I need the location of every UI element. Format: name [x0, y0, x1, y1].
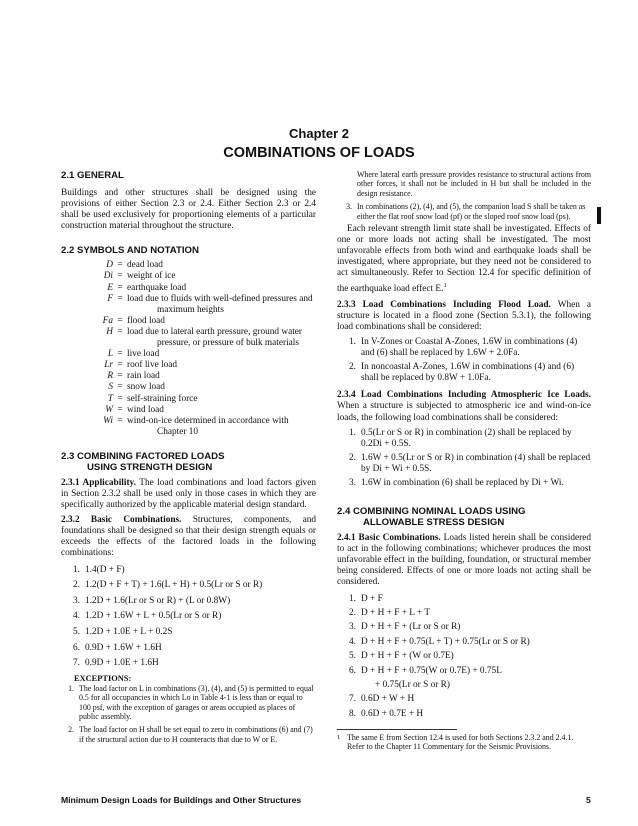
symbol-definition: rain load — [127, 371, 160, 382]
asd-combination — [337, 694, 591, 705]
footnote-rule — [337, 729, 457, 730]
symbol-key: W — [105, 404, 113, 415]
symbol-list — [61, 260, 316, 438]
section-2-3-4-paragraph — [337, 390, 591, 423]
strength-combination — [61, 643, 316, 654]
exceptions-list — [61, 684, 316, 744]
symbol-key: Lr — [104, 360, 113, 371]
footnote — [337, 733, 591, 752]
exceptions-label: EXCEPTIONS: — [74, 673, 132, 683]
strength-combination-text: 0.9D + 1.0E + 1.6H — [85, 658, 159, 669]
equals-sign: = — [117, 282, 123, 293]
symbol-definition: earthquake load — [127, 282, 187, 293]
symbol-definition: wind load — [127, 404, 164, 415]
asd-combination-number: 6. — [349, 665, 356, 676]
section-2-3-heading-line2: USING STRENGTH DESIGN — [87, 461, 213, 473]
ice-combination-number: 1. — [349, 427, 356, 438]
asd-combination-text: D + H + F + L + T — [361, 607, 431, 618]
symbol-definition: dead load — [127, 260, 163, 271]
exception-text: The load factor on H shall be set equal to zero in combinations (6) and (7) if the structural action due to H counteracts that due to W or E. — [79, 725, 313, 744]
strength-combination-text: 1.2D + 1.6W + L + 0.5(Lr or S or R) — [85, 611, 222, 622]
ice-combination-text: 0.5(Lr or S or R) in combination (2) shall be replaced by 0.2Di + 0.5S. — [361, 427, 572, 449]
symbol-key: D — [106, 260, 113, 271]
symbol-definition: weight of ice — [127, 271, 176, 282]
symbol-row — [61, 283, 316, 294]
chapter-title: COMBINATIONS OF LOADS — [223, 145, 415, 161]
asd-combination-text: 0.6D + 0.7E + H — [361, 708, 424, 719]
flood-combination — [337, 337, 591, 359]
flood-combination — [337, 362, 591, 384]
exception — [61, 725, 316, 744]
section-2-4-1-text: Loads listed herein shall be considered to act in the following combinations; whichever produces the most unfavorable effect in the building, foundation, or structural member being considered. Effects of one or more loads not acting shall be considered. — [337, 533, 591, 588]
strength-combination-number: 4. — [73, 611, 80, 622]
asd-combination-text: D + H + F + (Lr or S or R) — [361, 622, 461, 633]
equals-sign: = — [117, 315, 123, 326]
exception — [61, 684, 316, 722]
strength-combination — [61, 658, 316, 669]
section-2-4-1-paragraph — [337, 533, 591, 588]
asd-combination-number — [337, 680, 361, 691]
footnote-ref: 1 — [443, 281, 447, 289]
equals-sign: = — [117, 404, 123, 415]
footer-title: Minimum Design Loads for Buildings and Other Structures — [61, 795, 302, 805]
exception-3 — [337, 202, 591, 221]
symbol-row — [61, 394, 316, 405]
section-2-4-heading-line2: ALLOWABLE STRESS DESIGN — [363, 517, 505, 529]
strength-combination-text: 1.2D + 1.6(Lr or S or R) + (L or 0.8W) — [85, 595, 231, 606]
symbol-key: Fa — [102, 315, 113, 326]
section-2-3-4-title: 2.3.4 Load Combinations Including Atmospheric Ice Loads. — [337, 390, 591, 401]
symbol-key: E — [107, 282, 113, 293]
symbol-key: T — [107, 393, 113, 404]
asd-combination-number: 3. — [349, 622, 356, 633]
asd-combination-text: D + H + F + 0.75(L + T) + 0.75(Lr or S or R) — [361, 636, 530, 647]
equals-sign: = — [117, 326, 123, 337]
section-2-3-1-text: The load combinations and load factors given in Section 2.3.2 shall be used only in those cases in which they are specifically authorized by the applicable material design standard. — [61, 477, 316, 511]
exception-2-continued: Where lateral earth pressure provides resistance to structural actions from other forces, it shall not be included in H but shall be included in the design resistance. — [357, 170, 591, 198]
flood-combination-list — [337, 337, 591, 384]
symbol-key: Wi — [103, 415, 113, 426]
ice-combination — [337, 428, 591, 450]
asd-combination-text: D + H + F + (W or 0.7E) — [361, 651, 454, 662]
symbol-row — [61, 416, 316, 438]
section-2-2-heading: 2.2 SYMBOLS AND NOTATION — [61, 245, 199, 257]
section-2-3-1-paragraph — [61, 478, 316, 511]
asd-combination — [337, 709, 591, 720]
footnote-text: The same E from Section 12.4 is used for both Sections 2.3.2 and 2.4.1. Refer to the Chapter 11 Commentary for the Seismic Provisions. — [347, 733, 574, 752]
footnote-number: 1 — [337, 734, 341, 742]
symbol-key: R — [107, 371, 113, 382]
strength-combination-list — [61, 565, 316, 670]
asd-combination-list — [337, 594, 591, 720]
symbol-row — [61, 405, 316, 416]
asd-combination — [337, 637, 591, 648]
symbol-definition: roof live load — [127, 360, 178, 371]
section-2-3-1-title: 2.3.1 Applicability. — [61, 477, 137, 488]
asd-combination — [337, 666, 591, 677]
section-2-3-2-title: 2.3.2 Basic Combinations. — [61, 515, 182, 526]
strength-combination — [61, 627, 316, 638]
asd-combination — [337, 651, 591, 662]
asd-combination — [337, 594, 591, 605]
symbol-row — [61, 349, 316, 360]
symbol-definition: flood load — [127, 315, 165, 326]
asd-combination-text: D + F — [361, 593, 383, 604]
strength-combination — [61, 596, 316, 607]
asd-combination-number: 1. — [349, 593, 356, 604]
strength-combination-number: 6. — [73, 642, 80, 653]
exception-3-number: 3. — [346, 202, 352, 212]
asd-combination-text: + 0.75(Lr or S or R) — [375, 679, 450, 690]
equals-sign: = — [117, 415, 123, 426]
asd-combination-number: 2. — [349, 607, 356, 618]
section-2-1-text: Buildings and other structures shall be designed using the provisions of either Section 2.3 or 2.4. Either Section 2.3 or 2.4 shall be used exclusively for proportioning elements of a particular construction material throughout the structure. — [61, 188, 316, 232]
equals-sign: = — [117, 393, 123, 404]
left-column — [61, 170, 316, 748]
symbol-row — [61, 271, 316, 282]
strength-combination — [61, 565, 316, 576]
asd-combination — [337, 622, 591, 633]
ice-combination-number: 2. — [349, 452, 356, 463]
exception-number: 1. — [68, 683, 74, 693]
equals-sign: = — [117, 371, 123, 382]
ice-combination-text: 1.6W in combination (6) shall be replaced by Di + Wi. — [361, 478, 564, 488]
symbol-definition: live load — [127, 349, 160, 360]
symbol-key: H — [106, 326, 113, 337]
strength-combination-number: 2. — [73, 580, 80, 591]
asd-combination-number: 5. — [349, 651, 356, 662]
symbol-row — [61, 294, 316, 316]
asd-combination-text: 0.6D + W + H — [361, 694, 415, 705]
section-2-3-3-text: When a structure is located in a flood zone (Section 5.3.1), the following load combinations shall be considered: — [337, 299, 591, 332]
equals-sign: = — [117, 271, 123, 282]
flood-combination-number: 1. — [349, 336, 356, 347]
section-2-3-2-paragraph — [61, 515, 316, 559]
asd-combination — [337, 608, 591, 619]
section-2-3-heading: 2.3 COMBINING FACTORED LOADS — [61, 450, 225, 462]
asd-combination — [337, 680, 591, 691]
section-2-3-3-title: 2.3.3 Load Combinations Including Flood Load. — [337, 299, 551, 310]
symbol-row — [61, 371, 316, 382]
limit-state-paragraph — [337, 224, 591, 295]
equals-sign: = — [117, 349, 123, 360]
symbol-key: S — [108, 382, 113, 393]
ice-combination-number: 3. — [349, 478, 356, 488]
symbol-row — [61, 360, 316, 371]
symbol-definition: wind-on-ice determined in accordance with Chapter 10 — [127, 415, 289, 437]
equals-sign: = — [117, 293, 123, 304]
symbol-key: F — [107, 293, 113, 304]
symbol-definition: self-straining force — [127, 393, 198, 404]
symbol-key: Di — [103, 271, 113, 282]
strength-combination-number: 5. — [73, 626, 80, 637]
section-2-3-3-paragraph — [337, 300, 591, 333]
ice-combination — [337, 453, 591, 475]
exception-text: The load factor on L in combinations (3), (4), and (5) is permitted to equal 0.5 for all occupancies in which Lo in Table 4-1 is less than or equal to 100 psf, with the exception of garages or areas occupied as places of public assembly. — [79, 683, 314, 721]
symbol-row — [61, 316, 316, 327]
flood-combination-number: 2. — [349, 362, 356, 373]
strength-combination — [61, 580, 316, 591]
section-2-4-heading: 2.4 COMBINING NOMINAL LOADS USING — [337, 506, 526, 518]
revision-bar — [597, 207, 601, 224]
chapter-label: Chapter 2 — [289, 126, 349, 141]
strength-combination-text: 1.2D + 1.0E + L + 0.2S — [85, 626, 173, 637]
section-2-3-2-text: Structures, components, and foundations shall be designed so that their design strength equals or exceeds the effects of the factored loads in the following combinations: — [61, 515, 316, 559]
symbol-definition: load due to fluids with well-defined pressures and maximum heights — [127, 293, 313, 315]
strength-combination-text: 1.4(D + F) — [85, 564, 125, 575]
right-column — [337, 170, 591, 752]
ice-combination — [337, 478, 591, 489]
asd-combination-text: D + H + F + 0.75(W or 0.7E) + 0.75L — [361, 665, 502, 676]
equals-sign: = — [117, 360, 123, 371]
strength-combination-number: 1. — [73, 564, 80, 575]
section-2-1-heading: 2.1 GENERAL — [61, 170, 124, 181]
exception-3-text: In combinations (2), (4), and (5), the companion load S shall be taken as either the flat roof snow load (pf) or the sloped roof snow load (ps). — [357, 202, 586, 221]
page-number: 5 — [586, 795, 591, 805]
section-2-3-4-text: When a structure is subjected to atmospheric ice and wind-on-ice loads, the following load combinations shall be considered: — [337, 401, 591, 423]
section-2-4-1-title: 2.4.1 Basic Combinations. — [337, 533, 441, 544]
asd-combination-number: 8. — [349, 708, 356, 719]
flood-combination-text: In noncoastal A-Zones, 1.6W in combinations (4) and (6) shall be replaced by 0.8W + 1.0Fa. — [361, 362, 575, 384]
strength-combination-text: 1.2(D + F + T) + 1.6(L + H) + 0.5(Lr or S or R) — [85, 580, 263, 591]
equals-sign: = — [117, 260, 123, 271]
flood-combination-text: In V-Zones or Coastal A-Zones, 1.6W in combinations (4) and (6) shall be replaced by 1.6W + 2.0Fa. — [361, 336, 578, 359]
strength-combination-number: 3. — [73, 595, 80, 606]
equals-sign: = — [117, 382, 123, 393]
ice-combination-list — [337, 428, 591, 489]
asd-combination-number: 4. — [349, 636, 356, 647]
strength-combination — [61, 611, 316, 622]
symbol-key: L — [107, 349, 113, 360]
limit-state-text: Each relevant strength limit state shall be investigated. Effects of one or more loads not acting shall be investigated. The most unfavorable effects from both wind and earthquake loads shall be investigated, where appropriate, but they need not be considered to act simultaneously. Refer to Section 12.4 for specific definition of the earthquake load effect E. — [337, 224, 591, 294]
ice-combination-text: 1.6W + 0.5(Lr or S or R) in combination (4) shall be replaced by Di + Wi + 0.5S. — [361, 452, 591, 474]
symbol-row — [61, 327, 316, 349]
symbol-row — [61, 260, 316, 271]
exception-number: 2. — [68, 725, 74, 735]
strength-combination-text: 0.9D + 1.6W + 1.6H — [85, 642, 162, 653]
symbol-definition: snow load — [127, 382, 165, 393]
asd-combination-number: 7. — [349, 694, 356, 705]
strength-combination-number: 7. — [73, 658, 80, 669]
symbol-definition: load due to lateral earth pressure, ground water pressure, or pressure of bulk materials — [127, 326, 303, 349]
symbol-row — [61, 382, 316, 393]
